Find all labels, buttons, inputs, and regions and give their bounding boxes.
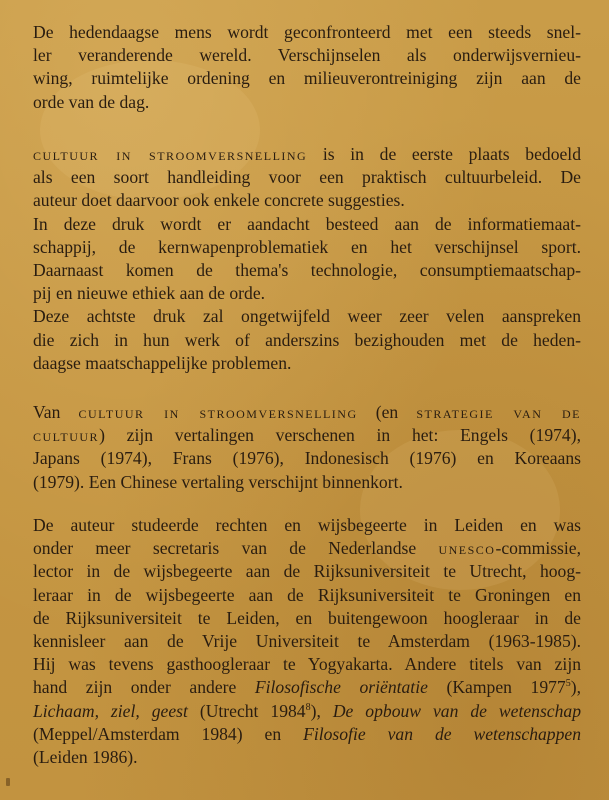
text-line: leraar in de wijsbegeerte aan de Rijksuniversiteit te Groningen en bbox=[33, 584, 581, 605]
text-line bbox=[33, 143, 581, 166]
book-title-smallcaps: cultuur in stroomversnelling bbox=[33, 144, 308, 164]
edition-superscript: 5 bbox=[565, 678, 571, 690]
text-line: schappij, de kernwapenproblematiek en het verschijnsel sport. bbox=[33, 236, 581, 257]
text-fragment: onder meer secretaris van de Nederlandse bbox=[33, 538, 439, 559]
book-title-smallcaps: strategie van de bbox=[416, 402, 581, 422]
book-description-paragraph bbox=[33, 143, 581, 375]
text-fragment: (en bbox=[357, 402, 417, 422]
text-line bbox=[33, 424, 581, 447]
text-line bbox=[33, 723, 581, 746]
text-line: die zich in hun werk of anderszins bezighouden met de heden- bbox=[33, 329, 581, 350]
book-title-smallcaps: cultuur in stroomversnelling bbox=[78, 402, 358, 422]
text-line: De hedendaagse mens wordt geconfronteerd met een steeds snel- bbox=[33, 22, 581, 42]
edition-superscript: 8 bbox=[305, 701, 311, 713]
print-mark bbox=[6, 778, 10, 786]
text-line bbox=[33, 700, 581, 723]
text-line: kennisleer aan de Vrije Universiteit te Amsterdam (1963-1985). bbox=[33, 630, 581, 651]
translations-paragraph bbox=[33, 401, 581, 494]
text-line: In deze druk wordt er aandacht besteed aan de informatiemaat- bbox=[33, 213, 581, 234]
text-line bbox=[33, 676, 581, 699]
text-fragment: -commissie, bbox=[495, 538, 581, 559]
book-title-italic: De opbouw van de wetenschap bbox=[332, 700, 581, 721]
text-fragment: (Utrecht 1984 bbox=[187, 700, 306, 721]
text-line: ler veranderende wereld. Verschijnselen als onderwijsvernieu- bbox=[33, 45, 581, 66]
text-line: als een soort handleiding voor een praktisch cultuurbeleid. De bbox=[33, 167, 581, 188]
text-fragment: (Kampen 1977 bbox=[427, 677, 566, 698]
text-fragment: hand zijn onder andere bbox=[33, 677, 255, 698]
text-line: Japans (1974), Frans (1976), Indonesisch (1976) en Koreaans bbox=[33, 448, 581, 469]
intro-paragraph bbox=[33, 21, 581, 114]
text-fragment: is in de eerste plaats bedoeld bbox=[307, 144, 581, 164]
text-fragment: Van bbox=[33, 402, 79, 422]
text-fragment: ), bbox=[570, 677, 581, 698]
text-line: (Leiden 1986). bbox=[33, 746, 138, 767]
text-line: Hij was tevens gasthoogleraar te Yogyakarta. Andere titels van zijn bbox=[33, 654, 581, 675]
text-line: wing, ruimtelijke ordening en milieuverontreiniging zijn aan de bbox=[33, 68, 581, 89]
text-fragment: ) zijn vertalingen verschenen in het: Engels (1974), bbox=[99, 425, 581, 446]
text-line: (1979). Een Chinese vertaling verschijnt binnenkort. bbox=[33, 471, 403, 492]
text-line: De auteur studeerde rechten en wijsbegeerte in Leiden en was bbox=[33, 515, 581, 535]
text-line bbox=[33, 537, 581, 560]
text-line: lector in de wijsbegeerte aan de Rijksuniversiteit te Utrecht, hoog- bbox=[33, 561, 581, 582]
text-line: de Rijksuniversiteit te Leiden, en buitengewoon hoogleraar in de bbox=[33, 607, 581, 628]
book-title-italic: Filosofie van de wetenschappen bbox=[303, 723, 581, 744]
text-fragment: ), bbox=[310, 700, 333, 721]
text-line: pij en nieuwe ethiek aan de orde. bbox=[33, 283, 266, 304]
text-line: Deze achtste druk zal ongetwijfeld weer zeer velen aanspreken bbox=[33, 306, 581, 327]
author-bio-paragraph bbox=[33, 514, 581, 769]
text-line bbox=[33, 401, 581, 424]
text-fragment: (Meppel/Amsterdam 1984) en bbox=[33, 723, 304, 744]
text-line: orde van de dag. bbox=[33, 91, 150, 112]
book-title-smallcaps: cultuur bbox=[33, 425, 100, 446]
book-title-italic: Lichaam, ziel, geest bbox=[33, 700, 188, 721]
unesco-smallcaps: unesco bbox=[438, 538, 496, 559]
text-line: daagse maatschappelijke problemen. bbox=[33, 352, 292, 373]
book-title-italic: Filosofische oriëntatie bbox=[254, 677, 428, 698]
text-line: Daarnaast komen de thema's technologie, consumptiemaatschap- bbox=[33, 259, 581, 280]
text-line: auteur doet daarvoor ook enkele concrete suggesties. bbox=[33, 190, 405, 211]
